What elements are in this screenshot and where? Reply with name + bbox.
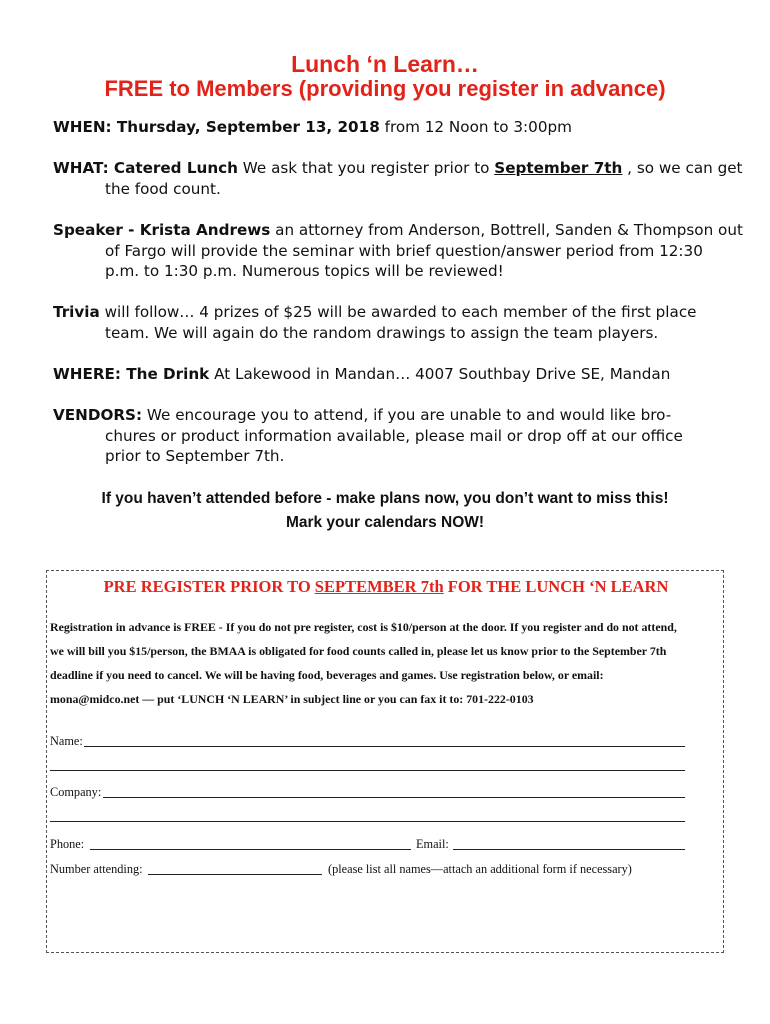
phone-label: Phone: — [50, 837, 85, 851]
what-text: We ask that you register prior to — [237, 159, 495, 177]
registration-form — [46, 570, 724, 953]
company-label: Company: — [50, 785, 102, 799]
registration-instructions — [50, 615, 722, 711]
vendors-line-3: prior to September 7th. — [105, 447, 285, 465]
registration-title-before: PRE REGISTER PRIOR TO — [103, 577, 315, 596]
registration-title-date: SEPTEMBER 7th — [314, 577, 444, 596]
registration-line-3: deadline if you need to cancel. We will be having food, beverages and games. Use registration below, or email: — [50, 668, 604, 682]
callout-line-1: If you haven’t attended before - make plans now, you don’t want to miss this! — [101, 490, 669, 507]
name-field[interactable] — [84, 746, 685, 747]
speaker-line-2: of Fargo will provide the seminar with brief question/answer period from 12:30 — [105, 241, 703, 260]
when-text: from 12 Noon to 3:00pm — [379, 118, 572, 136]
what-paragraph — [53, 158, 743, 199]
vendors-paragraph — [53, 405, 743, 467]
email-label: Email: — [416, 837, 449, 851]
registration-title — [47, 577, 725, 597]
phone-field[interactable] — [90, 849, 411, 850]
when-label: WHEN: Thursday, September 13, 2018 — [53, 118, 380, 136]
what-line-2: the food count. — [105, 179, 221, 198]
registration-title-after: FOR THE LUNCH ‘N LEARN — [443, 577, 669, 596]
name-label: Name: — [50, 734, 83, 748]
title-line-1: Lunch ‘n Learn… — [291, 51, 479, 77]
vendors-label: VENDORS: — [53, 406, 143, 424]
where-text: At Lakewood in Mandan… 4007 Southbay Drive SE, Mandan — [209, 365, 671, 383]
trivia-line-2: team. We will again do the random drawings to assign the team players. — [105, 323, 659, 342]
speaker-paragraph — [53, 220, 743, 282]
trivia-label: Trivia — [53, 303, 100, 321]
what-label: WHAT: Catered Lunch — [53, 159, 238, 177]
name-extra-line[interactable] — [50, 770, 685, 771]
vendors-line-2: chures or product information available, please mail or drop off at our office — [105, 426, 683, 445]
registration-line-2: we will bill you $15/person, the BMAA is obligated for food counts called in, please let us know prior to the September 7th — [50, 644, 667, 658]
vendors-text: We encourage you to attend, if you are unable to and would like bro- — [142, 406, 672, 424]
company-extra-line[interactable] — [50, 821, 685, 822]
company-field[interactable] — [103, 797, 685, 798]
title-line-2: FREE to Members (providing you register in advance) — [104, 76, 666, 101]
attending-label: Number attending: — [50, 862, 143, 876]
speaker-text: an attorney from Anderson, Bottrell, Sanden & Thompson out — [270, 221, 743, 239]
what-date: September 7th — [494, 159, 623, 177]
registration-line-1: Registration in advance is FREE - If you do not pre register, cost is $10/person at the door. If you register and do not attend, — [50, 620, 677, 634]
attending-note: (please list all names—attach an additional form if necessary) — [328, 862, 632, 876]
registration-line-4: mona@midco.net — put ‘LUNCH ‘N LEARN’ in subject line or you can fax it to: 701-222-0103 — [50, 692, 534, 706]
callout-line-2: Mark your calendars NOW! — [285, 514, 485, 531]
trivia-text: will follow… 4 prizes of $25 will be awarded to each member of the first place — [99, 303, 697, 321]
trivia-paragraph — [53, 302, 743, 343]
speaker-label: Speaker - Krista Andrews — [53, 221, 271, 239]
email-field[interactable] — [453, 849, 685, 850]
what-text-after: , so we can get — [622, 159, 743, 177]
where-label: WHERE: The Drink — [53, 365, 210, 383]
speaker-line-3: p.m. to 1:30 p.m. Numerous topics will be reviewed! — [105, 262, 504, 280]
where-paragraph — [53, 364, 743, 385]
attending-field[interactable] — [148, 874, 322, 875]
when-paragraph — [53, 117, 743, 138]
